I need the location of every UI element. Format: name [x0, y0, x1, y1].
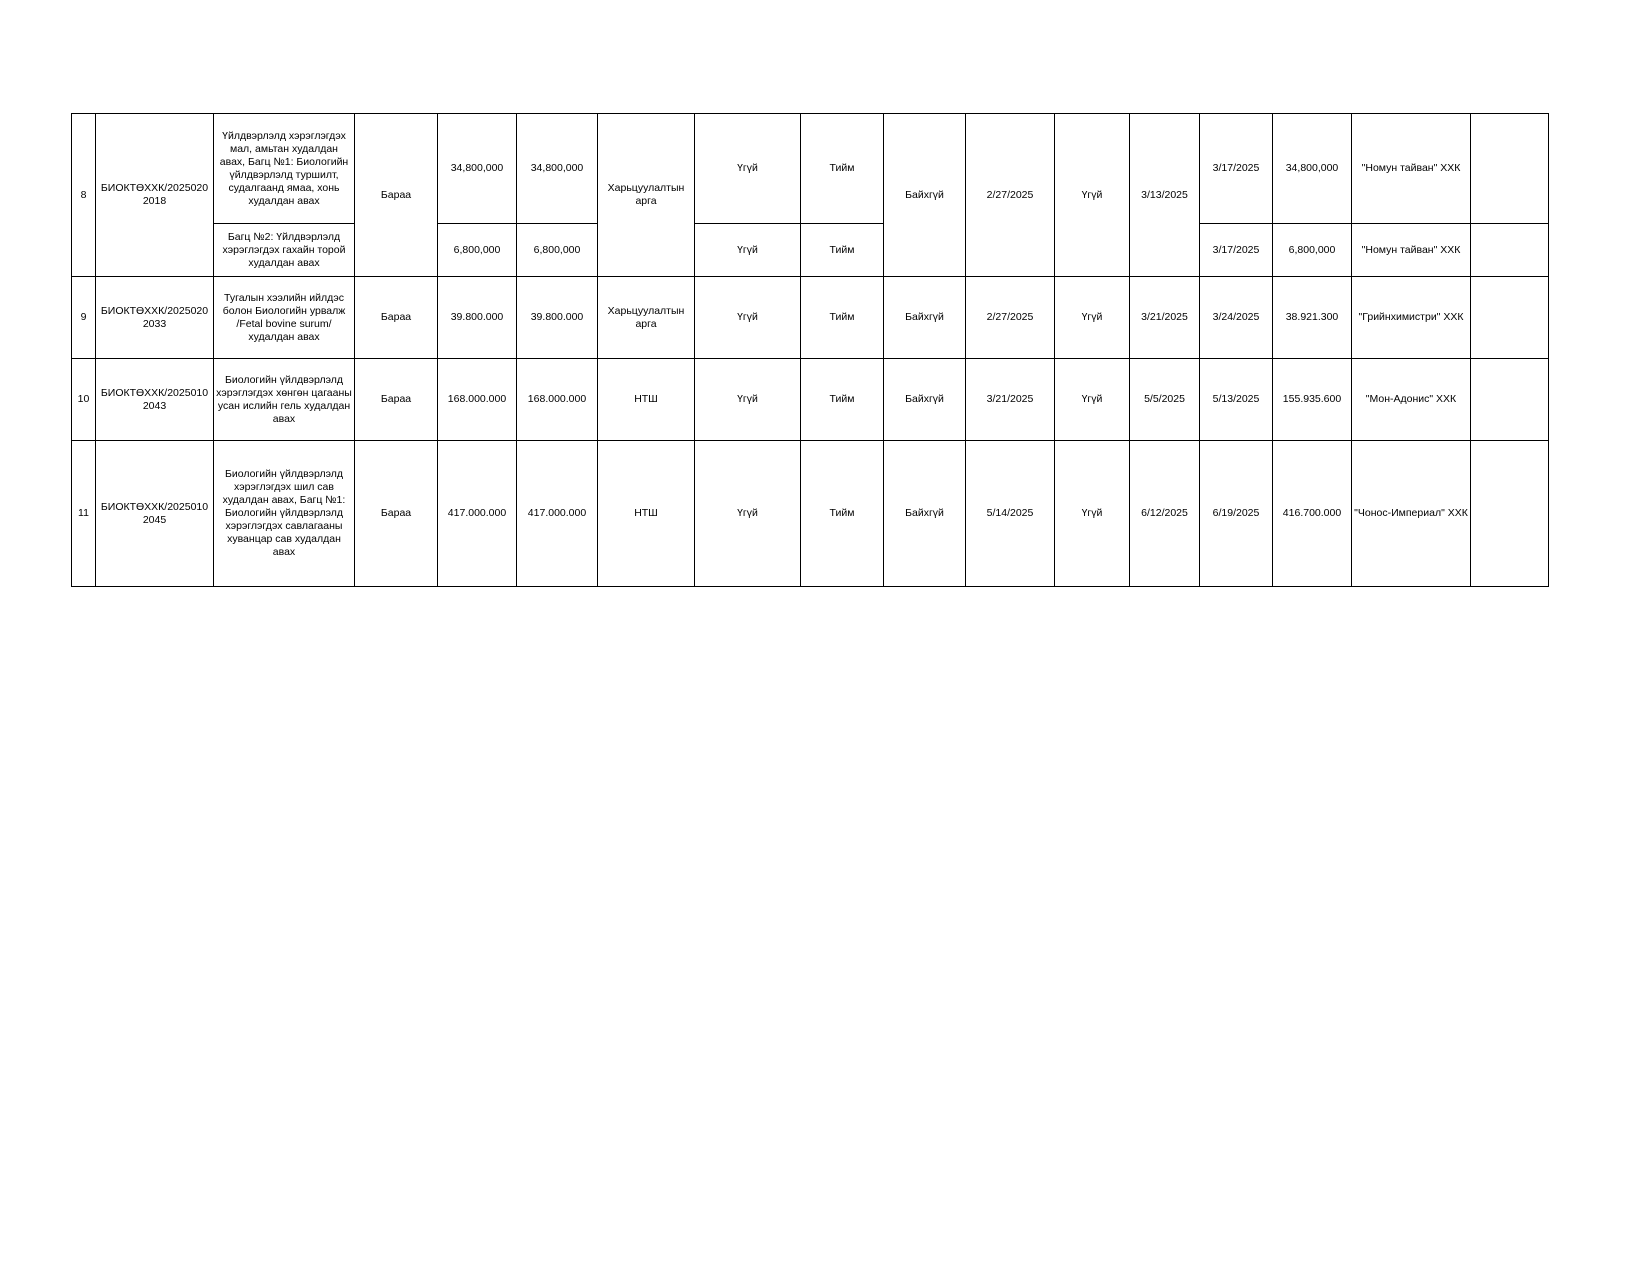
procurement-name: Багц №2: Үйлдвэрлэлд хэрэглэгдэх гахайн торой худалдан авах — [214, 224, 355, 277]
answer-cell: Тийм — [801, 359, 884, 441]
procurement-method: Харьцуулалтын арга — [598, 277, 695, 359]
budget-amount: 168.000.000 — [438, 359, 517, 441]
contract-amount: 416.700.000 — [1273, 441, 1352, 587]
table-row — [72, 277, 1549, 359]
estimate-amount: 168.000.000 — [517, 359, 598, 441]
complaint-cell: Үгүй — [1055, 277, 1130, 359]
budget-amount: 6,800,000 — [438, 224, 517, 277]
note-cell — [1471, 277, 1549, 359]
contract-date: 5/13/2025 — [1200, 359, 1273, 441]
supplier-name: "Грийнхимистри" ХХК — [1352, 277, 1471, 359]
row-number: 8 — [72, 114, 96, 277]
procurement-code: БИОКТӨХХК/20250202033 — [96, 277, 214, 359]
status-cell: Байхгүй — [884, 277, 966, 359]
supplier-name: "Чонос-Империал" ХХК — [1352, 441, 1471, 587]
procurement-method: НТШ — [598, 359, 695, 441]
procurement-name: Тугалын хээлийн ийлдэс болон Биологийн урвалж /Fetal bovine surum/ худалдан авах — [214, 277, 355, 359]
procurement-name: Үйлдвэрлэлд хэрэглэгдэх мал, амьтан худалдан авах, Багц №1: Биологийн үйлдвэрлэлд туршилт, судалгаанд ямаа, хонь худалдан авах — [214, 114, 355, 224]
table-row — [72, 441, 1549, 587]
estimate-amount: 417.000.000 — [517, 441, 598, 587]
note-cell — [1471, 441, 1549, 587]
note-cell — [1471, 359, 1549, 441]
supplier-name: "Номун тайван" ХХК — [1352, 224, 1471, 277]
announce-date: 5/14/2025 — [966, 441, 1055, 587]
status-cell: Байхгүй — [884, 359, 966, 441]
answer-cell: Тийм — [801, 114, 884, 224]
answer-cell: Тийм — [801, 224, 884, 277]
contract-date: 6/19/2025 — [1200, 441, 1273, 587]
row-number: 11 — [72, 441, 96, 587]
row-number: 9 — [72, 277, 96, 359]
contract-amount: 38.921.300 — [1273, 277, 1352, 359]
row-number: 10 — [72, 359, 96, 441]
procurement-method: Харьцуулалтын арга — [598, 114, 695, 277]
procurement-type: Бараа — [355, 114, 438, 277]
table-row — [72, 224, 1549, 277]
note-cell — [1471, 224, 1549, 277]
answer-cell: Үгүй — [695, 359, 801, 441]
procurement-name: Биологийн үйлдвэрлэлд хэрэглэгдэх шил сав худалдан авах, Багц №1: Биологийн үйлдвэрлэлд хэрэглэгдэх савлагааны хуванцар сав худалдан авах — [214, 441, 355, 587]
table-row — [72, 359, 1549, 441]
evaluation-date: 3/13/2025 — [1130, 114, 1200, 277]
budget-amount: 39.800.000 — [438, 277, 517, 359]
procurement-name: Биологийн үйлдвэрлэлд хэрэглэгдэх хөнгөн цагааны усан ислийн гель худалдан авах — [214, 359, 355, 441]
complaint-cell: Үгүй — [1055, 359, 1130, 441]
answer-cell: Үгүй — [695, 224, 801, 277]
announce-date: 2/27/2025 — [966, 277, 1055, 359]
procurement-code: БИОКТӨХХК/20250102043 — [96, 359, 214, 441]
contract-date: 3/17/2025 — [1200, 224, 1273, 277]
announce-date: 2/27/2025 — [966, 114, 1055, 277]
answer-cell: Үгүй — [695, 441, 801, 587]
budget-amount: 417.000.000 — [438, 441, 517, 587]
evaluation-date: 6/12/2025 — [1130, 441, 1200, 587]
estimate-amount: 6,800,000 — [517, 224, 598, 277]
status-cell: Байхгүй — [884, 441, 966, 587]
contract-date: 3/17/2025 — [1200, 114, 1273, 224]
procurement-code: БИОКТӨХХК/20250102045 — [96, 441, 214, 587]
procurement-type: Бараа — [355, 359, 438, 441]
evaluation-date: 5/5/2025 — [1130, 359, 1200, 441]
procurement-type: Бараа — [355, 277, 438, 359]
contract-amount: 6,800,000 — [1273, 224, 1352, 277]
table-row — [72, 114, 1549, 224]
contract-date: 3/24/2025 — [1200, 277, 1273, 359]
answer-cell: Тийм — [801, 277, 884, 359]
estimate-amount: 34,800,000 — [517, 114, 598, 224]
supplier-name: "Номун тайван" ХХК — [1352, 114, 1471, 224]
answer-cell: Тийм — [801, 441, 884, 587]
contract-amount: 34,800,000 — [1273, 114, 1352, 224]
complaint-cell: Үгүй — [1055, 114, 1130, 277]
answer-cell: Үгүй — [695, 114, 801, 224]
contract-amount: 155.935.600 — [1273, 359, 1352, 441]
procurement-table — [71, 113, 1549, 587]
complaint-cell: Үгүй — [1055, 441, 1130, 587]
note-cell — [1471, 114, 1549, 224]
status-cell: Байхгүй — [884, 114, 966, 277]
evaluation-date: 3/21/2025 — [1130, 277, 1200, 359]
answer-cell: Үгүй — [695, 277, 801, 359]
estimate-amount: 39.800.000 — [517, 277, 598, 359]
procurement-code: БИОКТӨХХК/20250202018 — [96, 114, 214, 277]
procurement-type: Бараа — [355, 441, 438, 587]
supplier-name: "Мон-Адонис" ХХК — [1352, 359, 1471, 441]
announce-date: 3/21/2025 — [966, 359, 1055, 441]
budget-amount: 34,800,000 — [438, 114, 517, 224]
procurement-method: НТШ — [598, 441, 695, 587]
